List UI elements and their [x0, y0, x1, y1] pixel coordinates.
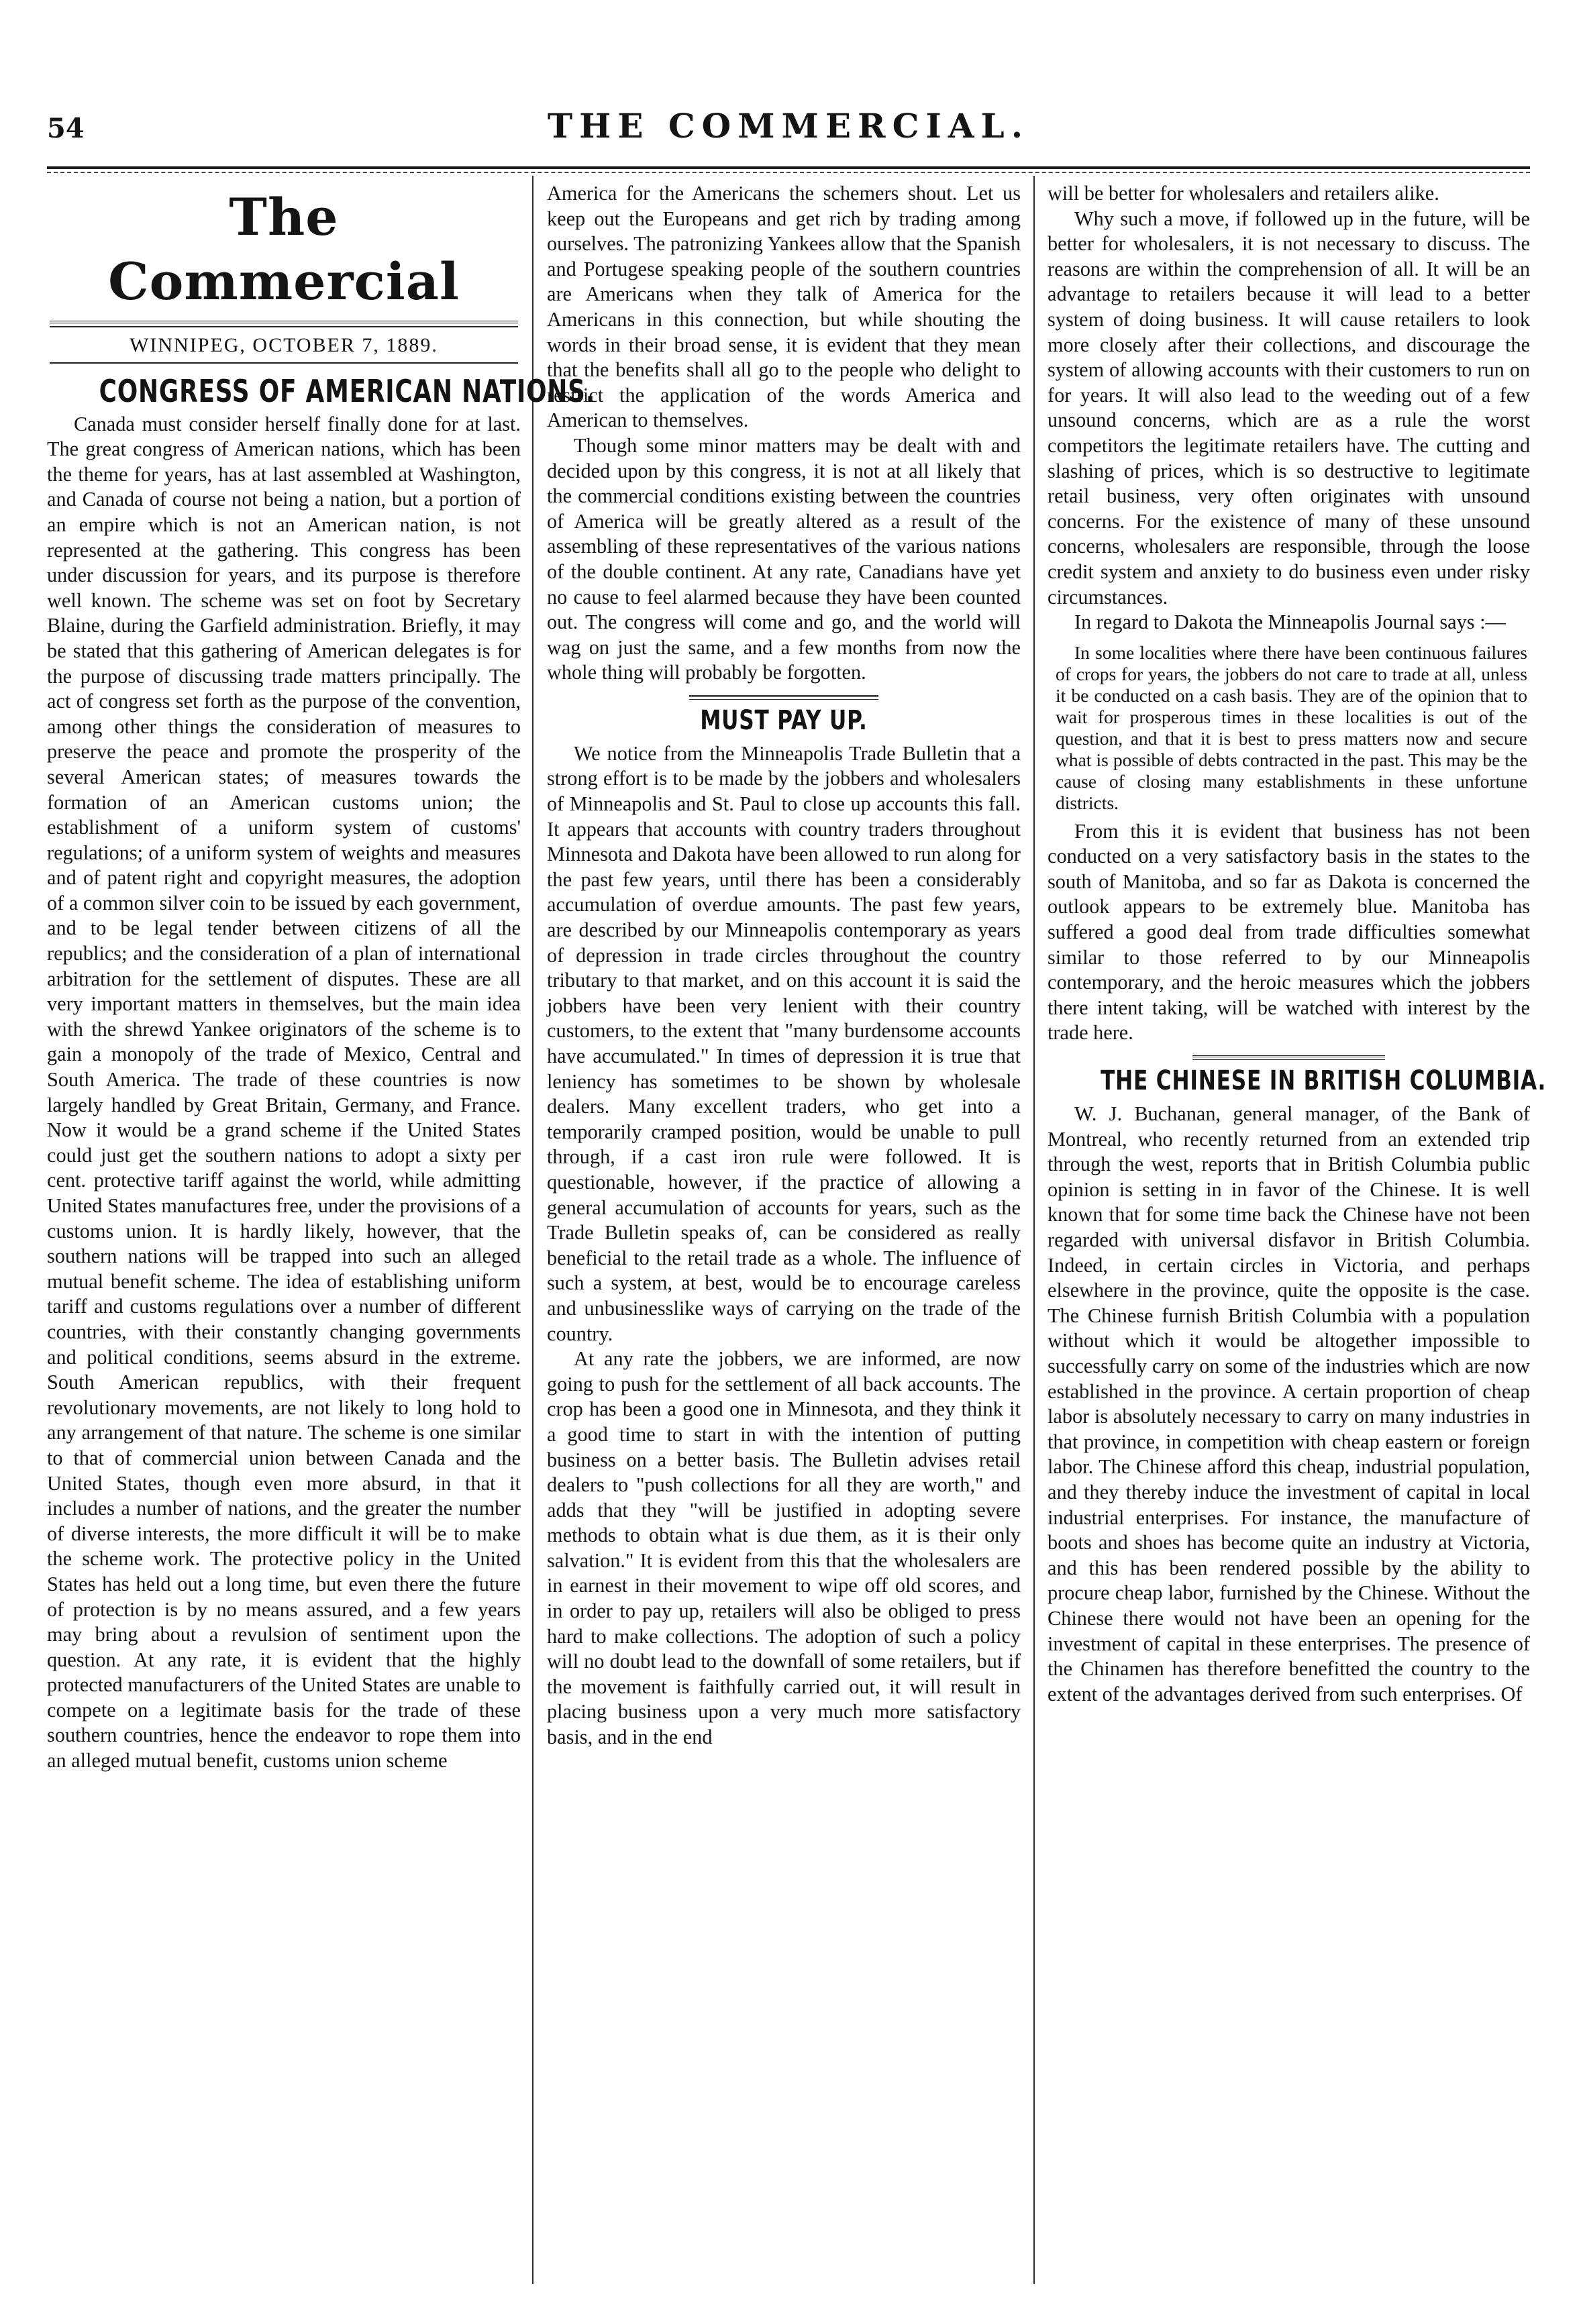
top-rule [47, 166, 1530, 169]
dateline: WINNIPEG, OCTOBER 7, 1889. [130, 334, 438, 356]
block-quote: In some localities where there have been continuous failures of crops for years, the jobbers do not care to trade at all, unless it be conducted on a cash basis. They are of the opinion that to wait for prosperous times in these localities is out of the question, and that it is best to press matters now and secure what is possible of debts contracted in the past. This may be the cause of closing many establishments in these unfortune districts. [1056, 641, 1527, 813]
article-paragraph: Canada must consider herself finally done for at last. The great congress of American nations, which has been the theme for years, has at last assembled at Washington, and Canada of course not being a nation, but a portion of an empire which is not an American nation, is not represented at the gathering. This congress has been under discussion for years, and its purpose is therefore well known. The scheme was set on foot by Secretary Blaine, during the Garfield administration. Briefly, it may be stated that this gathering of American delegates is for the purpose of discussing trade matters principally. The act of congress set forth as the purpose of the convention, among other things the consideration of measures to preserve the peace and promote the prosperity of the several American states; of measures towards the formation of an American customs union; the establishment of a uniform system of customs' regulations; of a uniform system of weights and measures and of patent right and copyright measures, the adoption of a common silver coin to be issued by each government, and to be legal tender between citizens of all the republics; and the consideration of a plan of international arbitration for the settlement of disputes. These are all very important matters in themselves, but the main idea with the shrewd Yankee originators of the scheme is to gain a monopoly of the trade of Mexico, Central and South America. The trade of these countries is now largely handled by Great Britain, Germany, and France. Now it would be a grand scheme if the United States could just get the southern nations to adopt a sixty per cent. protective tariff against the world, while admitting United States manufactures free, under the provisions of a customs union. It is hardly likely, however, that the southern nations will be trapped into such an alleged mutual benefit scheme. The idea of establishing uniform tariff and customs regulations over a number of different countries, with their constantly changing governments and political conditions, seems absurd in the extreme. South American republics, with their frequent revolutionary movements, are not likely to long hold to any arrangement of that nature. The scheme is one similar to that of commercial union between Canada and the United States, though even more absurd, in that it includes a number of nations, and the greater the number of diverse interests, the more difficult it will be to make the scheme work. The protective policy in the United States has held out a long time, but even there the future of protection is by no means assured, and a few years may bring about a revulsion of sentiment upon the question. At any rate, it is evident that the highly protected manufacturers of the United States are unable to compete on a legitimate basis for the trade of these southern countries, hence the endeavor to rope them into an alleged mutual benefit, customs union scheme [47, 412, 521, 1773]
article-separator [689, 695, 878, 700]
page-number: 54 [47, 113, 85, 144]
top-rule-dashed [47, 172, 1530, 173]
article-paragraph: Though some minor matters may be dealt with and decided upon by this congress, it is not at all likely that the commercial conditions existing between the countries of America will be greatly altered as a result of the assembling of these representatives of the various nations of the double continent. At any rate, Canadians have yet no cause to feel alarmed because they have been counted out. The congress will come and go, and the world will wag on just the same, and a few months from now the whole thing will probably be forgotten. [547, 433, 1021, 684]
column-1 [47, 181, 596, 2284]
article-paragraph: In regard to Dakota the Minneapolis Journal says :— [1074, 611, 1506, 634]
flag-title: The Commercial [108, 187, 460, 311]
article-separator [1192, 1055, 1386, 1060]
article-paragraph: At any rate the jobbers, we are informed, are now going to push for the settlement of all back accounts. The crop has been a good one in Minnesota, and they think it a good time to start in with the intention of putting business on a better basis. The Bulletin advises retail dealers to "push collections for all they are worth," and adds that they "will be justified in adopting severe methods to obtain what is due them, as it is their only salvation." It is evident from this that the wholesalers are in earnest in their movement to wipe off old scores, and in order to pay up, retailers will also be obliged to press hard to make collections. The adoption of such a policy will no doubt lead to the downfall of some retailers, but if the movement is faithfully carried out, it will result in placing business upon a very much more satisfactory basis, and in the end [547, 1347, 1021, 1749]
dateline-rule [50, 321, 518, 327]
article-paragraph: Why such a move, if followed up in the future, will be better for wholesalers, it is not necessary to discuss. The reasons are within the comprehension of all. It will be an advantage to retailers because it will lead to a better system of doing business. It will cause retailers to look more closely after their collections, and discourage the system of allowing accounts with their customers to run on for years. It will also lead to the weeding out of a few unsound concerns, which are as a rule the worst competitors the legitimate retailers have. The cutting and slashing of prices, which is so destructive to legitimate retail business, very often originates with unsound concerns. For the existence of many of these unsound concerns, wholesalers are responsible, through the loose credit system and anxiety to do business even under risky circumstances. [1048, 207, 1530, 609]
column-2 [547, 181, 1021, 2284]
article-headline: THE CHINESE IN BRITISH COLUMBIA. [1101, 1065, 1547, 1097]
article-paragraph: America for the Americans the schemers shout. Let us keep out the Europeans and get rich by trading among ourselves. The patronizing Yankees allow that the Spanish and Portugese speaking people of the southern countries are Americans when they talk of America for the Americans in this connection, but while shouting the words in their broad sense, it is evident that they mean that the benefits shall all go to the people who delight to restrict the application of the words America and American to themselves. [547, 182, 1021, 432]
column-3 [1048, 181, 1547, 2284]
dateline-rule [50, 362, 518, 364]
article-paragraph: W. J. Buchanan, general manager, of the Bank of Montreal, who recently returned from an extended trip through the west, reports that in British Columbia public opinion is setting in in favor of the Chinese. It is well known that for some time back the Chinese have not been regarded with universal disfavor in British Columbia. Indeed, in certain circles in Victoria, and perhaps elsewhere in the province, quite the opposite is the case. The Chinese furnish British Columbia with a population without which it would be altogether impossible to successfully carry on some of the industries which are now established in the province. A certain proportion of cheap labor is absolutely necessary to carry on many industries in that province, in competition with cheap eastern or foreign labor. The Chinese afford this cheap, industrial population, and they thereby induce the investment of capital in local industrial enterprises. For instance, the manufacture of boots and shoes has become quite an industry at Victoria, and this has been rendered possible by the ability to procure cheap labor, furnished by the Chinese. Without the Chinese there would not have been an opening for the investment of capital in these enterprises. The presence of the Chinamen has therefore benefitted the country to the extent of the advantages derived from such enterprises. Of [1048, 1102, 1530, 1705]
article-paragraph: will be better for wholesalers and retailers alike. [1048, 182, 1439, 205]
article-paragraph: We notice from the Minneapolis Trade Bulletin that a strong effort is to be made by the jobbers and wholesalers of Minneapolis and St. Paul to close up accounts this fall. It appears that accounts with country traders throughout Minnesota and Dakota have been allowed to run along for the past few years, until there has been a considerably accumulation of overdue amounts. The past few years, are described by our Minneapolis contemporary as years of depression in trade circles throughout the country tributary to that market, and on this account it is said the jobbers have been very lenient with their country customers, to the extent that "many burdensome accounts have accumulated." In times of depression it is true that leniency has sometimes to be shown by wholesale dealers. Many excellent traders, who get into a temporarily cramped position, would be unable to pull through, if a cast iron rule were followed. It is questionable, however, if the practice of allowing a general accumulation of accounts for years, such as the Trade Bulletin speaks of, can be considered as really beneficial to the retail trade as a whole. The influence of such a system, at best, would be to encourage careless and unbusinesslike ways of carrying on the trade of the country. [547, 741, 1021, 1345]
article-paragraph: From this it is evident that business has not been conducted on a very satisfactory basis in the states to the south of Manitoba, and so far as Dakota is concerned the outlook appears to be extremely blue. Manitoba has suffered a good deal from trade difficulties somewhat similar to those referred to by our Minneapolis contemporary, and the heroic measures which the jobbers there intent taking, will be watched with interest by the trade here. [1048, 819, 1530, 1045]
running-head [47, 101, 1530, 154]
running-title: THE COMMERCIAL. [547, 106, 1030, 146]
column-rule [532, 176, 533, 2284]
article-headline: MUST PAY UP. [700, 704, 868, 736]
column-rule [1033, 176, 1035, 2284]
article-headline: CONGRESS OF AMERICAN NATIONS. [99, 372, 596, 409]
